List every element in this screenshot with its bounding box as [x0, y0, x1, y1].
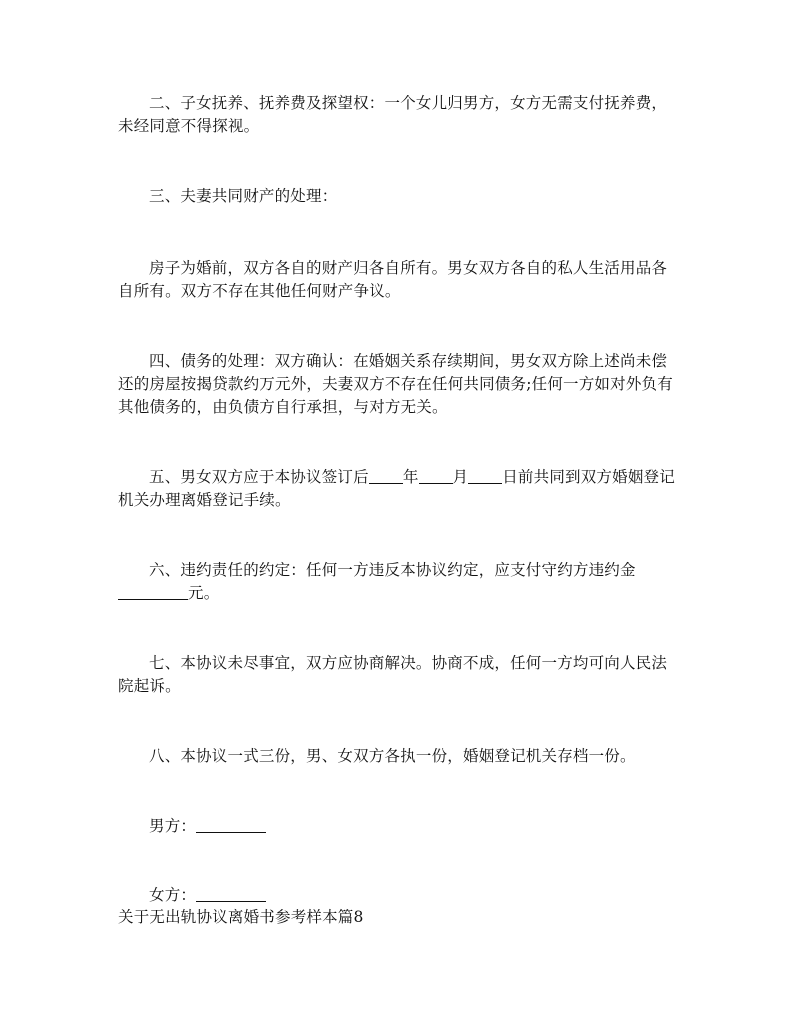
blank-line [468, 468, 502, 484]
paragraph-divorce-registration [118, 466, 678, 512]
signature-label: 男方： [149, 817, 197, 835]
year-label: 年 [402, 468, 419, 486]
paragraph-text: 五、男女双方应于本协议签订后 [149, 468, 369, 486]
paragraph-text: 元。 [188, 584, 220, 602]
paragraph-property-detail [118, 257, 678, 303]
paragraph-liability [118, 559, 678, 605]
paragraph-property-heading [118, 185, 678, 208]
paragraph-text: 二、子女抚养、抚养费及探望权：一个女儿归男方，女方无需支付抚养费，未经同意不得探视。 [118, 94, 668, 135]
signature-male [118, 815, 678, 838]
signature-female [118, 884, 678, 907]
blank-line [419, 468, 453, 484]
paragraph-text: 八、本协议一式三份，男、女双方各执一份，婚姻登记机关存档一份。 [149, 747, 636, 765]
paragraph-debt [118, 350, 678, 419]
paragraph-child-custody [118, 92, 678, 138]
paragraph-text: 七、本协议未尽事宜，双方应协商解决。协商不成，任何一方均可向人民法院起诉。 [118, 654, 668, 695]
paragraph-text: 房子为婚前，双方各自的财产归各自所有。男女双方各自的私人生活用品各自所有。双方不存在其他任何财产争议。 [118, 259, 668, 300]
month-label: 月 [452, 468, 469, 486]
next-section-title: 关于无出轨协议离婚书参考样本篇8 [118, 908, 364, 926]
paragraph-text: 四、债务的处理：双方确认：在婚姻关系存续期间，男女双方除上述尚未偿还的房屋按揭贷款约万元外，夫妻双方不存在任何共同债务;任何一方如对外负有其他债务的，由负债方自行承担，与对方无关。 [118, 352, 673, 416]
signature-line [196, 886, 266, 902]
paragraph-text: 六、违约责任的约定：任何一方违反本协议约定，应支付守约方违约金 [149, 561, 636, 579]
paragraph-disputes [118, 652, 678, 698]
paragraph-text: 三、夫妻共同财产的处理： [149, 187, 338, 205]
paragraph-text: 日前共同到双方婚姻登记机关办理离婚登记手续。 [118, 468, 675, 509]
paragraph-copies [118, 745, 678, 768]
signature-line [196, 817, 266, 833]
signature-label: 女方： [149, 886, 197, 904]
blank-line [118, 584, 188, 600]
blank-line [369, 468, 403, 484]
